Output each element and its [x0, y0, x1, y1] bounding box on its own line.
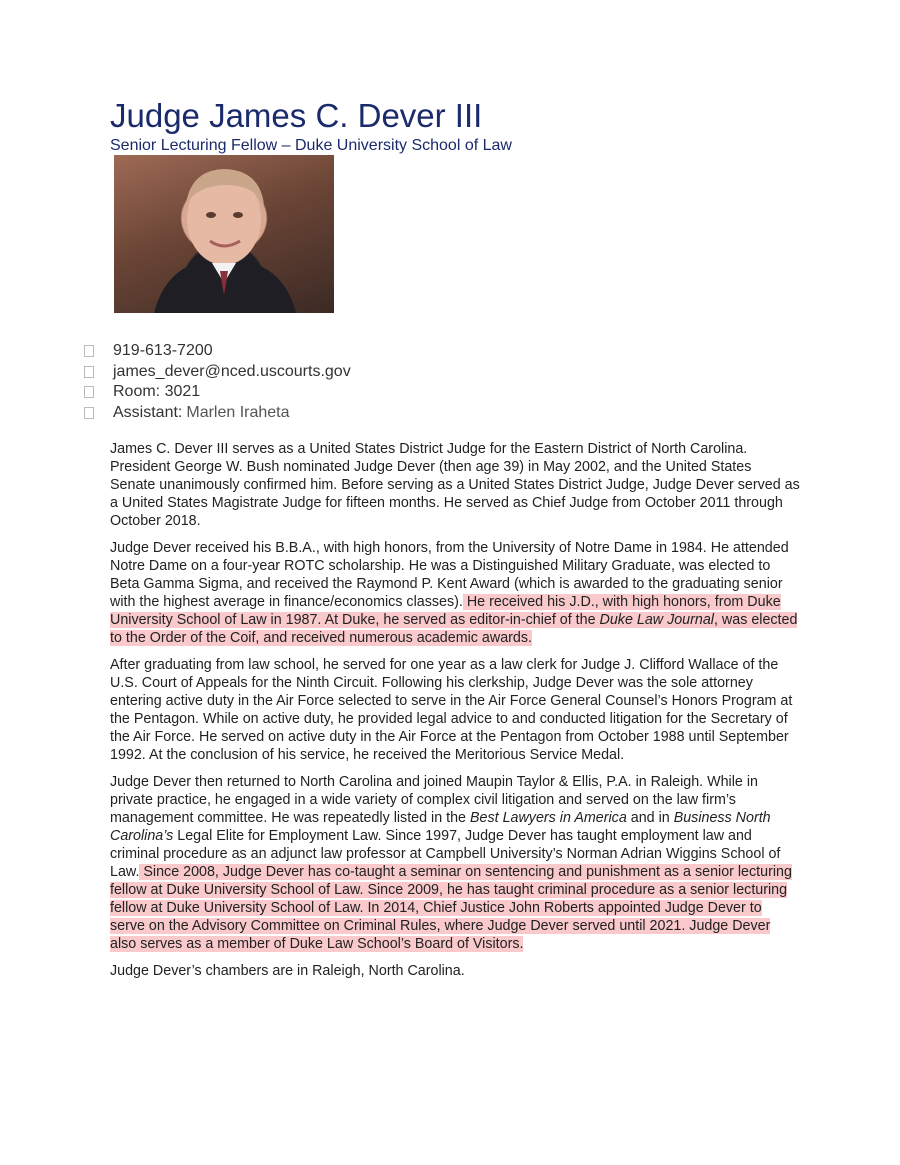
contact-room	[84, 382, 351, 403]
room-text: Room: 3021	[113, 383, 201, 401]
journal-title: Duke Law Journal	[599, 612, 714, 628]
room-icon	[84, 386, 94, 398]
email-icon	[84, 366, 94, 378]
bio-text: Judge Dever received his B.B.A., with high honors, from the University of Notre Dame in 1984. He attended Notre Dame on a four-year ROTC scholarship. He was a Distinguished Military Graduate, was elected to Beta Gamma Sigma, and received the Raymond P. Kent Award (which is awarded to the graduating senior with the highest average in finance/economics classes).	[110, 540, 789, 610]
bio-text: and in	[626, 810, 674, 826]
page-title: Judge James C. Dever III	[110, 97, 483, 134]
bio-paragraph: Judge Dever’s chambers are in Raleigh, North Carolina.	[110, 963, 465, 979]
bio-paragraph-education	[110, 539, 800, 647]
bio-paragraph-practice	[110, 773, 800, 953]
biography	[110, 440, 800, 989]
email-link[interactable]: james_dever@nced.uscourts.gov	[113, 362, 351, 380]
highlighted-text: Since 2008, Judge Dever has co-taught a seminar on sentencing and punishment as a senior lecturing fellow at Duke University School of Law. Since 2009, he has taught criminal procedure as a senior lecturing fellow at Duke University School of Law. In 2014, Chief Justice John Roberts appointed Judge Dever to serve on the Advisory Committee on Criminal Rules, where Judge Dever served until 2021. Judge Dever also serves as a member of Duke Law School’s Board of Visitors.	[110, 864, 792, 952]
portrait-photo	[114, 155, 334, 313]
bio-text: Legal Elite for Employment Law. Since 1997, Judge Dever has taught employment law and criminal procedure as an adjunct law professor at Campbell University’s Norman Adrian Wiggins School of Law.	[110, 828, 781, 880]
publication-title: Best Lawyers in America	[469, 810, 627, 826]
bio-text: Judge Dever then returned to North Carolina and joined Maupin Taylor & Ellis, P.A. in Raleigh. While in private practice, he engaged in a wide variety of complex civil litigation and served on the law firm’s management committee. He was repeatedly listed in the	[110, 774, 758, 826]
bio-text: He received his J.D., with high honors, from Duke University School of Law in 1987. At Duke, he served as editor-in-chief of the	[110, 594, 781, 628]
assistant-name: Marlen Iraheta	[186, 403, 290, 421]
contact-email	[84, 362, 351, 383]
bio-paragraph: After graduating from law school, he served for one year as a law clerk for Judge J. Clifford Wallace of the U.S. Court of Appeals for the Ninth Circuit. Following his clerkship, Judge Dever was the sole attorney entering active duty in the Air Force selected to serve in the Air Force General Counsel’s Honors Program at the Pentagon. While on active duty, he provided legal advice to and conducted litigation for the Secretary of the Air Force. He served on active duty in the Air Force at the Pentagon from October 1988 until September 1992. At the conclusion of his service, he received the Meritorious Service Medal.	[110, 657, 793, 763]
profile-page	[110, 97, 800, 979]
contact-assistant	[84, 403, 351, 424]
contact-list	[84, 341, 351, 423]
page-subtitle: Senior Lecturing Fellow – Duke University School of Law	[110, 137, 512, 154]
assistant-icon	[84, 407, 94, 419]
phone-number[interactable]: 919-613-7200	[113, 342, 213, 360]
bio-text: , was elected to the Order of the Coif, and received numerous academic awards.	[110, 612, 798, 646]
portrait-illustration	[114, 155, 334, 313]
bio-paragraph: James C. Dever III serves as a United States District Judge for the Eastern District of North Carolina. President George W. Bush nominated Judge Dever (then age 39) in May 2002, and the United States Senate unanimously confirmed him. Before serving as a United States District Judge, Judge Dever served as a United States Magistrate Judge for fifteen months. He served as Chief Judge from October 2011 through October 2018.	[110, 441, 800, 529]
publication-title: Business North Carolina’s	[110, 810, 771, 844]
phone-icon	[84, 345, 94, 357]
contact-phone	[84, 341, 351, 362]
assistant-label: Assistant:	[113, 403, 183, 421]
